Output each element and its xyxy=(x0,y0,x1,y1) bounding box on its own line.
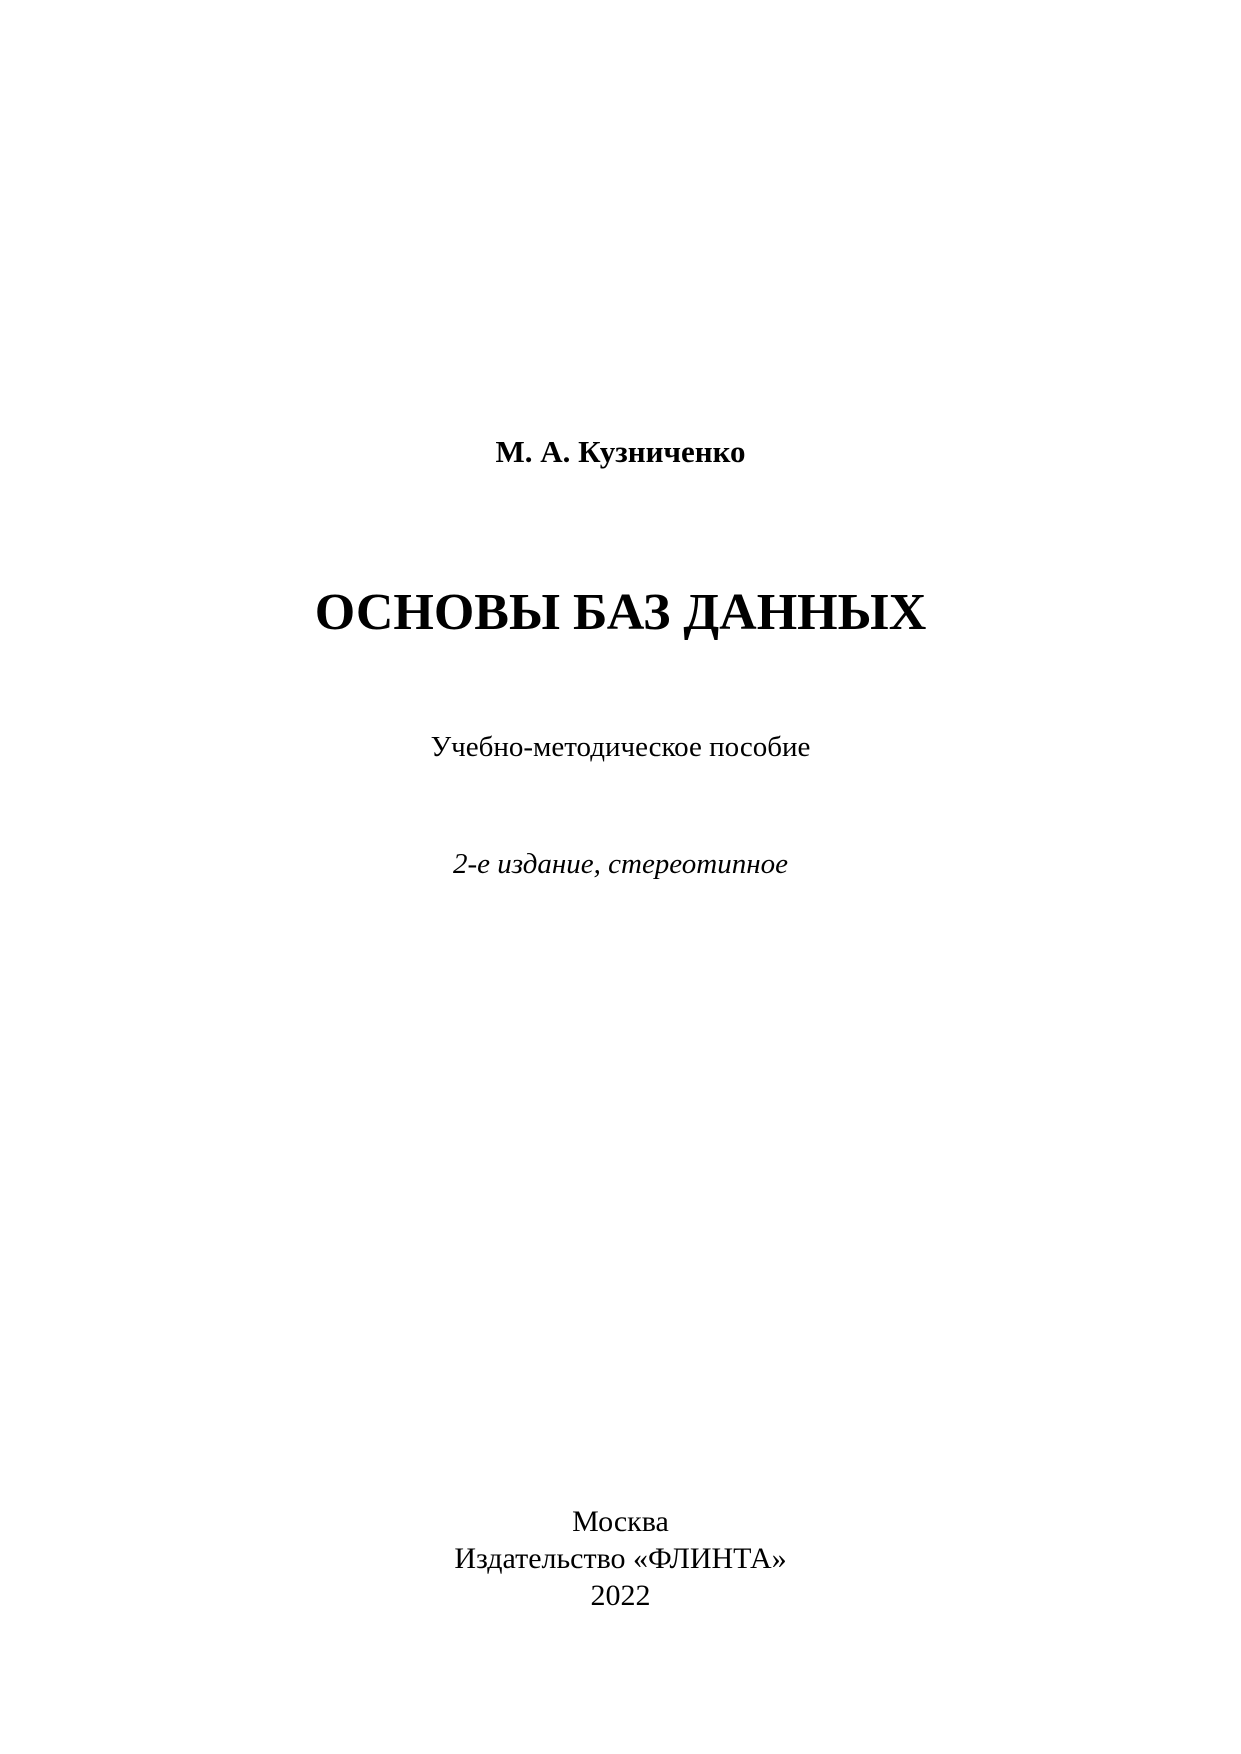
imprint-block xyxy=(0,1503,1241,1614)
book-subtitle: Учебно-методическое пособие xyxy=(430,731,811,763)
book-title: ОСНОВЫ БАЗ ДАННЫХ xyxy=(314,584,927,641)
author-name: М. А. Кузниченко xyxy=(495,434,746,469)
imprint-year: 2022 xyxy=(590,1579,651,1612)
edition-note: 2-е издание, стереотипное xyxy=(452,848,788,880)
imprint-publisher: Издательство «ФЛИНТА» xyxy=(454,1542,787,1575)
imprint-city: Москва xyxy=(572,1505,669,1538)
